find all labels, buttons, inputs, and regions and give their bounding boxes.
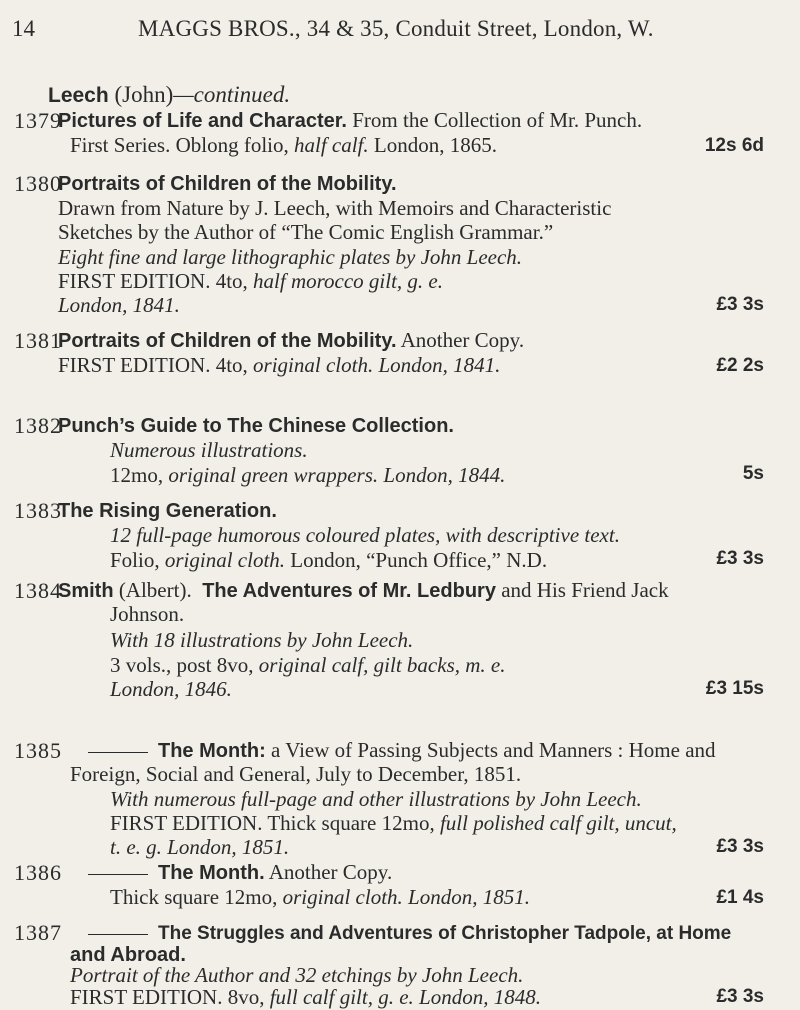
entry-format: Folio,	[110, 548, 165, 572]
entry-format: FIRST EDITION. 4to,	[58, 269, 254, 293]
entry-illustrations: Eight fine and large lithographic plates by John Leech.	[58, 245, 523, 269]
entry-title-line	[58, 413, 760, 439]
entry-number: 1387	[14, 920, 62, 945]
entry-price: £3 3s	[716, 294, 764, 315]
entry-imprint: London, 1841.	[58, 293, 180, 317]
entry-price: 5s	[742, 463, 764, 484]
entry-title-line	[58, 171, 760, 197]
entry-number: 1383	[14, 498, 62, 523]
entry-title-line	[58, 578, 760, 604]
entry-title-line	[88, 738, 760, 764]
entry-binding: full polished calf gilt, uncut,	[439, 811, 677, 835]
entry-number: 1381	[14, 328, 62, 353]
entry-format: 3 vols., post 8vo,	[110, 653, 259, 677]
entry-illustrations: Portrait of the Author and 32 etchings by John Leech.	[70, 963, 524, 987]
entry-description: Drawn from Nature by J. Leech, with Memoirs and Characteristic	[58, 196, 612, 220]
entry-title-rest: a View of Passing Subjects and Manners : Home and	[265, 738, 716, 762]
entry-title: Pictures of Life and Character.	[58, 110, 347, 132]
entry-title: Portraits of Children of the Mobility.	[58, 330, 397, 352]
entry-description	[110, 885, 760, 910]
entry-description	[58, 353, 760, 378]
entry-imprint: t. e. g. London, 1851.	[110, 835, 290, 859]
entry-description	[70, 985, 760, 1010]
entry-binding: original cloth.	[282, 885, 403, 909]
continued-label: —continued.	[173, 82, 291, 107]
author-given-name: (John)	[108, 82, 174, 107]
entry-imprint: London, 1851.	[402, 885, 530, 909]
entry-number: 1380	[14, 171, 62, 196]
entry-number: 1385	[14, 738, 62, 763]
entry-title: Punch’s Guide to The Chinese Collection.	[58, 415, 454, 437]
entry-binding: original cloth.	[164, 548, 286, 572]
entry-title: Portraits of Children of the Mobility.	[58, 173, 397, 195]
entry-imprint: London, 1844.	[378, 463, 506, 487]
entry-format: FIRST EDITION. 4to,	[58, 353, 254, 377]
entry-illustrations-text: With numerous full-page and other illustrations by John Leech.	[110, 787, 642, 811]
entry-title-line	[88, 860, 760, 886]
entry-illustrations	[110, 787, 760, 812]
entry-binding: original calf, gilt backs, m. e.	[258, 653, 506, 677]
entry-price: £1 4s	[716, 887, 764, 908]
entry-price: £3 3s	[716, 986, 764, 1007]
entry-title: The Month:	[158, 740, 266, 762]
entry-binding: half calf.	[294, 133, 369, 157]
entry-format: FIRST EDITION. Thick square 12mo,	[110, 811, 440, 835]
entry-number: 1384	[14, 578, 62, 603]
entry-imprint: London, 1848.	[413, 985, 541, 1009]
entry-illustrations: With 18 illustrations by John Leech.	[110, 628, 414, 652]
entry-title: The Month.	[158, 862, 265, 884]
entry-author-rest: (Albert).	[113, 578, 192, 602]
entry-title-line	[58, 108, 760, 134]
entry-description	[110, 548, 760, 573]
entry-title-rest: From the Collection of Mr. Punch.	[346, 108, 643, 132]
ditto-rule	[88, 752, 148, 753]
entry-title-continued: Johnson.	[110, 602, 185, 626]
entry-binding: original cloth.	[253, 353, 374, 377]
entry-description	[110, 463, 760, 488]
entry-description: Sketches by the Author of “The Comic English Grammar.”	[58, 220, 554, 244]
entry-title-rest: and Abroad.	[70, 944, 186, 966]
entry-price: £3 3s	[716, 548, 764, 569]
entry-format: Thick square 12mo,	[110, 885, 283, 909]
ditto-rule	[88, 874, 148, 875]
entry-imprint: London, “Punch Office,” N.D.	[285, 548, 548, 572]
entry-format-line	[58, 269, 760, 294]
entry-number: 1386	[14, 860, 62, 885]
entry-description	[70, 133, 760, 158]
entry-illustrations: 12 full-page humorous coloured plates, with descriptive text.	[110, 523, 620, 547]
page-number: 14	[12, 16, 35, 41]
section-heading	[48, 82, 290, 108]
entry-price: 12s 6d	[704, 135, 764, 156]
entry-binding: original green wrappers.	[168, 463, 379, 487]
entry-imprint: London, 1846.	[110, 677, 232, 701]
author-name: Leech	[48, 84, 109, 107]
entry-title-continued: Foreign, Social and General, July to December, 1851.	[70, 762, 522, 786]
entry-binding: half morocco gilt, g. e.	[253, 269, 443, 293]
entry-title: The Rising Generation.	[58, 500, 277, 522]
entry-format: First Series. Oblong folio,	[70, 133, 294, 157]
running-head: MAGGS BROS., 34 & 35, Conduit Street, London, W.	[138, 16, 654, 41]
entry-number: 1382	[14, 413, 62, 438]
entry-description	[110, 653, 760, 678]
entry-title: The Struggles and Adventures of Christopher Tadpole, at Home	[158, 923, 732, 944]
entry-format: 12mo,	[110, 463, 169, 487]
entry-title-rest: and His Friend Jack	[495, 578, 669, 602]
entry-title-rest: Another Copy.	[264, 860, 393, 884]
entry-imprint: London, 1865.	[368, 133, 497, 157]
entry-title-line	[58, 328, 760, 354]
entry-title-rest: Another Copy.	[396, 328, 525, 352]
page-header	[0, 14, 800, 50]
entry-format: FIRST EDITION. 8vo,	[70, 985, 270, 1009]
entry-illustrations: Numerous illustrations.	[110, 438, 308, 462]
entry-title-line	[58, 498, 760, 524]
entry-description	[110, 811, 760, 836]
entry-price: £2 2s	[716, 355, 764, 376]
entry-price: £3 3s	[716, 836, 764, 857]
entry-author: Smith	[58, 580, 114, 602]
entry-imprint: London, 1841.	[373, 353, 501, 377]
entry-title: The Adventures of Mr. Ledbury	[202, 580, 496, 602]
entry-binding: full calf gilt, g. e.	[269, 985, 414, 1009]
entry-number: 1379	[14, 108, 62, 133]
entry-price: £3 15s	[705, 678, 764, 699]
ditto-rule	[88, 934, 148, 935]
